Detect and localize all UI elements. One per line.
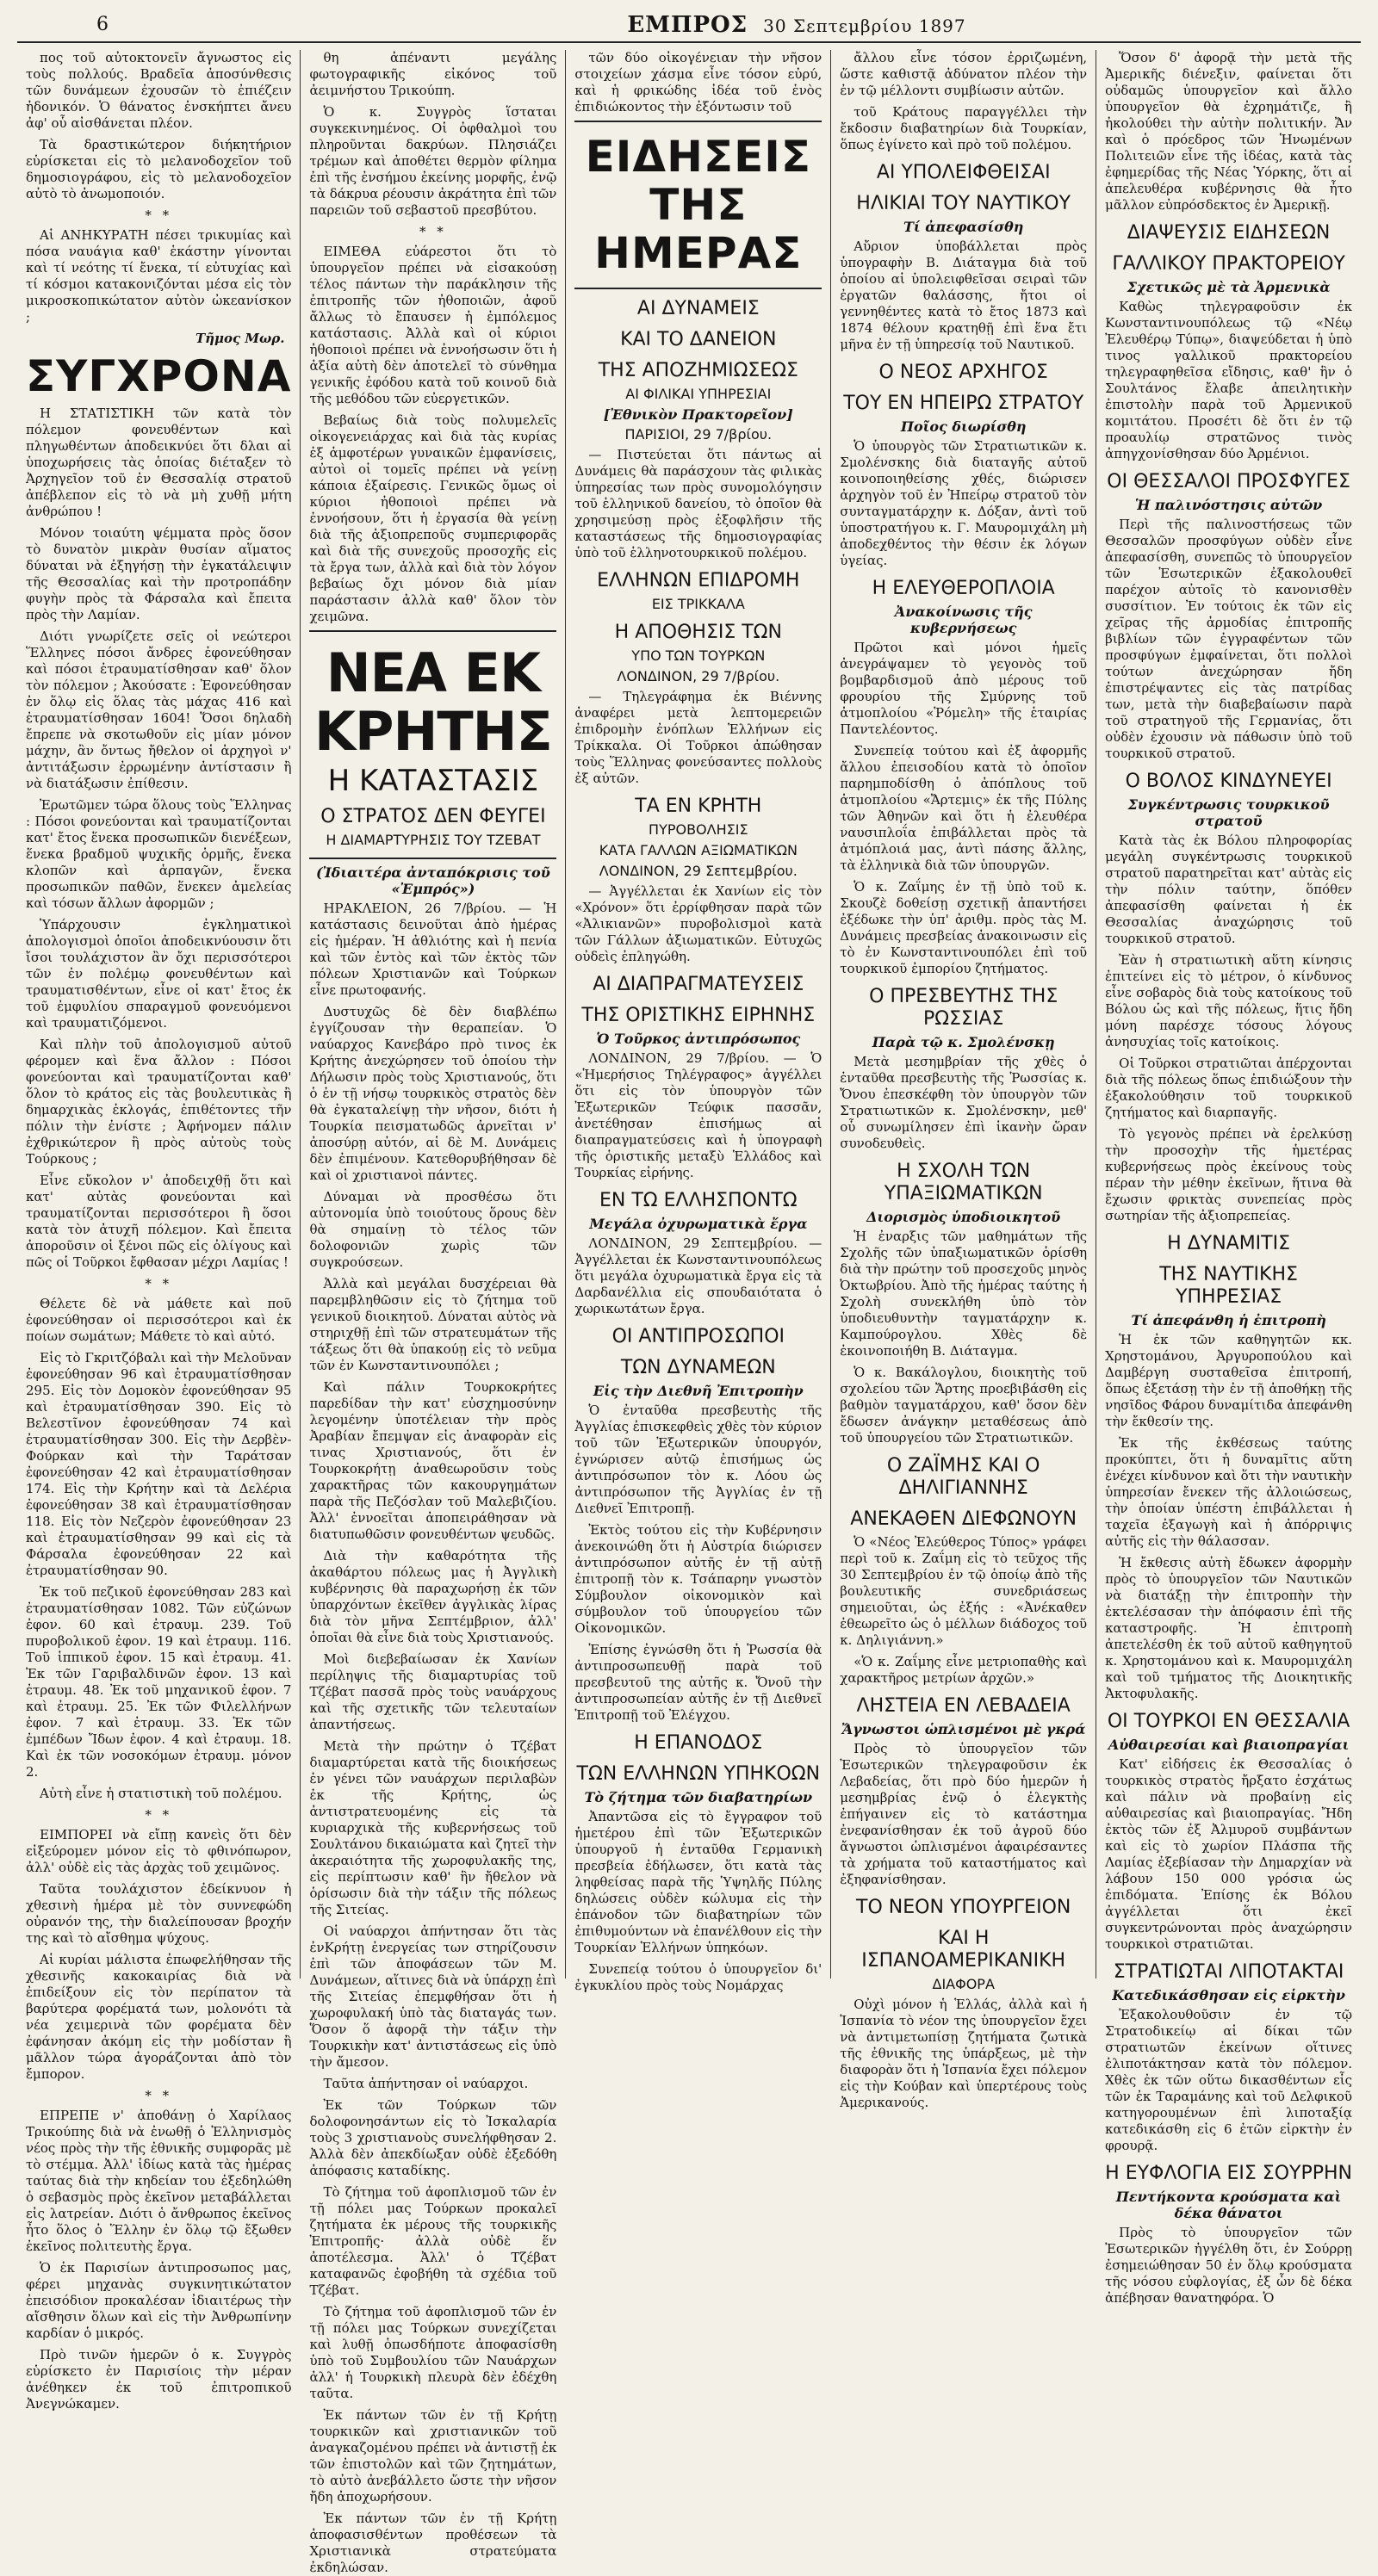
paragraph: Ἡ ἐναρξις τῶν μαθημάτων τῆς Σχολῆς τῶν ὑπαξιωματικῶν ὁρίσθη διὰ τὴν πρώτην τοῦ προσεχοῦς μηνὸς Ὀκτωβρίου. Ἀπὸ τῆς ἡμέρας ταύτης ἡ Σχολὴ συνεκλήθη ὑπὸ τὸν ὑποδιευθυντὴν ταγματάρχην κ. Καμπούρογλου. Χθὲς δὲ ἐκοινοποιήθη Β. Διάταγμα. bbox=[840, 1229, 1088, 1359]
paragraph: Καὶ πάλιν Τουρκοκρήτες παρεδίδαν τὴν κατ' εὐσχημοσύνην λεγομένην ὑποτέλειαν τὴν πρὸς Ἀραβίαν ἔπεμψαν εἰς ἀναφορὰν εἰς τινας Χριστιανούς, ὅτι ἐν Τουρκοκρήτῃ ἀναθεωροῦσιν τοὺς χαρακτῆρας τῶν κακουργημάτων παρὰ τῆς Πεζόσλαν τοῦ Μαλεβιζίου. Ἀλλ' ἐννοεῖται ἀποπειράθησαν νὰ διατυπωθῶσιν φονευθέντων ψευδῶς. bbox=[309, 1379, 557, 1542]
paragraph: Οἱ ναύαρχοι ἀπήντησαν ὅτι τὰς ἐνΚρήτῃ ἐνεργείας των στηρίζουσιν ἐπὶ τῶν ἀποφάσεων τῶν Μ. Δυνάμεων, αἵτινες διὰ νὰ ὑπάρχῃ ἐπὶ τῆς Σιτείας ἐπεμφθήσαν ὅτι ἡ χωροφυλακή ὑπὸ τὰς διαταγάς των. Ὅσον ὅ ἀφορᾷ τὴν τάξιν τὴν Τουρκικὴν κατ' ἀντιστάσεως εἰς ὑπὸ τὴν ἄμεσον. bbox=[309, 1923, 557, 2070]
paragraph: Εἶνε εὔκολον ν' ἀποδειχθῇ ὅτι καὶ κατ' αὐτὰς φονεύονται καὶ τραυματίζονται περισσότεροι ἢ ὅσοι κατὰ τὸν ἀτυχῆ πόλεμον. Καὶ ἔπειτα ἀποροῦσιν οἱ ξένοι πῶς εἰς ὀλίγους καὶ πῶς οἱ Τοῦρκοι ἔφθασαν μέχρι Λαμίας ! bbox=[26, 1173, 292, 1270]
subheadline: Παρὰ τῷ κ. Σμολένσκῃ bbox=[872, 1034, 1055, 1050]
paragraph: Μόνον τοιαύτη ψέμματα πρὸς ὅσον τὸ δυνατὸν μικρὰν θυσίαν αἵματος δύναται νὰ ἐξηγήσῃ τὴν ἐγκατάλειψιν τῆς Θεσσαλίας καὶ τὴν προτροπάδην φυγὴν πρὸς τὰ Φάρσαλα καὶ ἔπειτα πρὸς τὴν Λαμίαν. bbox=[26, 525, 292, 622]
headline: Ο ΒΟΛΟΣ ΚΙΝΔΥΝΕΥΕΙ bbox=[1125, 771, 1332, 792]
paragraph: Ἐρωτῶμεν τώρα ὅλους τοὺς Ἕλληνας : Πόσοι φονεύονται καὶ τραυματίζονται κατ' ἔτος ἕνεκα προσωπικῶν διενέξεων, ἕνεκα βραδμοῦ ψυχικῆς ὁρμῆς, ἕνεκα κλοπῶν καὶ ἁρπαγῶν, ἕνεκα προσωπικῶν παθῶν, ἕνεκεν ἀμελείας καὶ τόσων ἄλλων ἀφορμῶν ; bbox=[26, 797, 292, 911]
subheadline: Διορισμὸς ὑποδιοικητοῦ bbox=[866, 1209, 1061, 1225]
separator-stars: * * bbox=[145, 1276, 173, 1291]
headline: ΗΛΙΚΙΑΙ ΤΟΥ ΝΑΥΤΙΚΟΥ bbox=[856, 193, 1071, 214]
paragraph: Διὰ τὴν καθαρότητα τῆς ἀκαθάρτου πόλεως μας ἡ Ἀγγλικὴ κυβέρνησις θὰ παραχωρήσῃ ἐκ τῶν ὑπαρχόντων ἐκεῖθεν ἀγγλικὰς λίρας διὰ τὸν μῆνα Σεπτέμβριον, ἀλλ' ὁποῖαι θὰ εἶνε διὰ τοὺς Χριστιανούς. bbox=[309, 1548, 557, 1645]
paragraph: ΕΠΡΕΠΕ ν' ἀποθάνῃ ὁ Χαρίλαος Τρικούπης διὰ νὰ ἐνωθῇ ὁ Ἑλληνισμὸς νέος πρὸς τὴν τῆς ἐθνικῆς συμφορᾶς μὲ τὸ στέμμα. Ἀλλ' ἰδίως κατὰ τὰς ἡμέρας ταύτας διὰ τὴν κηδείαν του ἐξεδηλώθη ὁ σεβασμὸς πρὸς ἐκεῖνον μεταβάλλεται εἰς λατρείαν. Διότι ὁ ἄνθρωπος ἐκεῖνος ἦτο ὅλος ὁ Ἕλλην ἐν ὅλῳ τῷ ἔξωθεν ἐκεῖνος πολιτευτὴς ἔργα. bbox=[26, 2108, 292, 2254]
subheadline: Η ΚΑΤΑΣΤΑΣΙΣ bbox=[327, 764, 539, 798]
subheadline: ΔΙΑΦΟΡΑ bbox=[932, 1976, 995, 1992]
subheadline: Συγκέντρωσις τουρκικοῦ στρατοῦ bbox=[1127, 796, 1330, 829]
subheadline: Ἀνακοίνωσις τῆς κυβερνήσεως bbox=[894, 604, 1033, 636]
paragraph: Η ΣΤΑΤΙΣΤΙΚΗ τῶν κατὰ τὸν πόλεμον φονευθέντων καὶ πληγωθέντων ἀποδεικνύει ὅτι δλαι αἱ ὑποχωρήσεις τὰς ὁποίας διέταξεν τὸ Ἀρχηγεῖον τοῦ ἐν Θεσσαλίᾳ στρατοῦ ἀπέβλεπον εἰς τὸ νὰ μὴ χυθῇ μήτη ἀνθρώπου ! bbox=[26, 406, 292, 519]
banner-headline: ΕΙΔΗΣΕΙΣ ΤΗΣ ΗΜΕΡΑΣ bbox=[585, 132, 811, 278]
paragraph: Κατ' εἰδήσεις ἐκ Θεσσαλίας ὁ τουρκικὸς στρατὸς ἤρξατο ἐσχάτως καὶ πάλιν νὰ προβαίνῃ εἰς αὐθαιρεσίας καὶ βιαιοπραγίας. Ἤδη ἐκτὸς τῶν ἐξ Ἀλμυροῦ συμβάντων καὶ εἰς τὸ χωρίον Πλάσπα τῆς Λαμίας ἐξεβίασαν τὴν Δημαρχίαν νὰ λάβουν 150 000 γρόσια ὡς ἐπιδόματα. Ἐπίσης ἐκ Βόλου ἀγγέλλεται ὅτι ἐκεῖ συγκεντρώνονται πρὸς ἀναχώρησιν τουρκικοὶ στρατιῶται. bbox=[1105, 1756, 1353, 1952]
paragraph: «Ὁ κ. Ζαΐμης εἶνε μετριοπαθὴς καὶ χαρακτῆρος μετρίων ἀρχῶν.» bbox=[840, 1654, 1088, 1686]
paragraph: Πρῶτοι καὶ μόνοι ἡμεῖς ἀνεγράψαμεν τὸ γεγονὸς τοῦ βομβαρδισμοῦ ἀπὸ μέρους τοῦ φρουρίου τῆς Σμύρνης τοῦ ἀτμοπλοίου «Ῥόμελη» τῆς ἑταιρίας Παντελέοντος. bbox=[840, 640, 1088, 737]
subheadline: Ο ΣΤΡΑΤΟΣ ΔΕΝ ΦΕΥΓΕΙ bbox=[320, 806, 546, 827]
paragraph: ΗΡΑΚΛΕΙΟΝ, 26 7/βρίου. — Ἡ κατάστασις δεινοῦται ἀπὸ ἡμέρας εἰς ἡμέραν. Ἡ ἀθλιότης καὶ ἡ πενία καὶ τῶν ἐντὸς καὶ τῶν ἐκτὸς τῶν πόλεων Χριστιανῶν καὶ Τούρκων εἶνε πρωτοφανής. bbox=[309, 901, 557, 998]
column-2 bbox=[301, 50, 566, 2575]
headline: ΤΩΝ ΔΥΝΑΜΕΩΝ bbox=[620, 1357, 776, 1378]
headline: ΤΟ ΝΕΟΝ ΥΠΟΥΡΓΕΙΟΝ bbox=[856, 1897, 1071, 1918]
paragraph: Τὰ δραστικώτερον διήκητήριον εὑρίσκεται εἰς τὸ μελανοδοχεῖον τοῦ δημοσιογράφου, εἰς τὸ μελανοδοχεῖον αὐτὸ τὸ ἀνωμοποιόν. bbox=[26, 137, 292, 201]
dateline: (Ἰδιαιτέρα ἀνταπόκρισις τοῦ «Ἐμπρός») bbox=[316, 864, 550, 897]
newspaper-title: ΕΜΠΡΟΣ bbox=[627, 12, 748, 38]
column-4 bbox=[831, 50, 1096, 2110]
paragraph: ΛΟΝΔΙΝΟΝ, 29 7/βρίου. — Ὁ «Ἡμερήσιος Τηλέγραφος» ἀγγέλλει ὅτι εἰς τὸν ὑπουργὸν τῶν Ἐξωτερικῶν Τεύφικ πασσᾶν, ἀνετέθησαν ἐπισήμως αἱ διαπραγματεύσεις καὶ ἡ ὑπογραφὴ τῆς ὁριστικῆς μεταξὺ Ἑλλάδος καὶ Τουρκίας εἰρήνης. bbox=[574, 1050, 822, 1180]
paragraph: Ἐπίσης ἐγνώσθη ὅτι ἡ Ῥωσσία θὰ ἀντιπροσωπευθῇ παρὰ τοῦ πρεσβευτοῦ της αὐτῆς κ. Ὄνοῦ τὴν ἀντιπροσωπείαν αὐτῆς ἐν τῇ Διεθνεῖ Ἐπιτροπῇ τοῦ Ἐλέγχου. bbox=[574, 1642, 822, 1723]
headline: ΑΙ ΥΠΟΛΕΙΦΘΕΙΣΑΙ bbox=[876, 162, 1051, 183]
paragraph: Περὶ τῆς παλινοστήσεως τῶν Θεσσαλῶν προσφύγων οὐδὲν εἶνε ἀπεφασίσθη, συνεπῶς τὸ ὑπουργεῖον τῶν Ἐσωτερικῶν ἐξακολουθεῖ παρέχον αὐτοῖς τὸ κανονισθὲν συσσίτιον. Ἐν τούτοις ἐκ τῶν εἰς χεῖρας τῆς ἀρμοδίας ἐπιτροπῆς βιβλίων τῶν ἐγγραφέντων τῶν προσφύγων ἐμφαίνεται, ὅτι πολλοὶ τούτων ἀνεχώρησαν ἤδη ἐπιστρέψαντες εἰς τὰς πατρίδας των, μετὰ τὴν διαβεβαίωσιν παρὰ τοῦ στρατηγοῦ τῆς Γερμανίας, ὅτι οὐδὲν ἐχουσιν νὰ πάθωσιν ὑπὸ τοῦ τουρκικοῦ στρατοῦ. bbox=[1105, 517, 1353, 761]
headline: ΛΗΣΤΕΙΑ ΕΝ ΛΕΒΑΔΕΙΑ bbox=[856, 1695, 1071, 1717]
paragraph: Ὁ «Νέος Ἐλεύθερος Τύπος» γράφει περὶ τοῦ κ. Ζαΐμη εἰς τὸ τεῦχος τῆς 30 Σεπτεμβρίου ἐν τῷ ὁποίῳ ἀπὸ τῆς βουλευτικῆς συνεδριάσεως σημειοῦται, ὡς ἐξής : «Ἀνέκαθεν ἐθεωρεῖτο ὡς ὁ μέλλων διάδοχος τοῦ κ. Δηλιγιάννη.» bbox=[840, 1534, 1088, 1648]
headline: ΟΙ ΘΕΣΣΑΛΟΙ ΠΡΟΣΦΥΓΕΣ bbox=[1107, 471, 1350, 492]
author-signature: Τῆμος Μωρ. bbox=[195, 331, 285, 346]
paragraph: — Πιστεύεται ὅτι πάντως αἱ Δυνάμεις θὰ παράσχουν τὰς φιλικὰς ὑπηρεσίας των πρὸς συνομολόγησιν τοῦ ἑλληνικοῦ δανείου, τὸ ὁποῖον θὰ χρησιμεύσῃ πρὸς ἐξοφλῆσιν τῆς καταστάσεως τῆς δημοσιογραφίας ὑπὸ τοῦ ἑλληνοτουρκικοῦ πολέμου. bbox=[574, 447, 822, 560]
paragraph: τοῦ Κράτους παραγγέλλει τὴν ἔκδοσιν διαβατηρίων διὰ Τουρκίαν, ὅπως ἐγίνετο καὶ πρὸ τοῦ πολέμου. bbox=[840, 104, 1088, 152]
paragraph: Διότι γνωρίζετε σεῖς οἱ νεώτεροι Ἕλληνες πόσοι ἄνδρες ἐφονεύθησαν καὶ πόσοι ἐτραυματίσθησαν καθ' ὅλον τὸν πόλεμον ; Ἀκούσατε : Ἐφονεύθησαν ἐν ὅλῳ εἰς ὅλας τὰς μάχας 416 καὶ ἐτραυματίσθησαν 1604! Ὅσοι δηλαδὴ ἔπρεπε νὰ σκοτωθοῦν εἰς μίαν μόνον μάχην, ἂν ὄντως ἤθελον οἱ ἀρχηγοὶ ν' ἀντιτάξωσιν ἐρρωμένην ἀντίστασιν ἢ νὰ διατάξωσιν ἐπίθεσιν. bbox=[26, 629, 292, 791]
paragraph: Ὁ κ. Βακάλογλου, διοικητὴς τοῦ σχολείου τῶν Ἄρτης προεβιβάσθη εἰς βαθμὸν ταγματάρχου, καθ' ὅσον δὲν ἔδωσεν ἀνάγκην μεταθέσεως ἀπὸ τοῦ ὑπουργείου τῶν Στρατιωτικῶν. bbox=[840, 1365, 1088, 1446]
paragraph: Κατὰ τὰς ἐκ Βόλου πληροφορίας μεγάλη συγκέντρωσις τουρκικοῦ στρατοῦ παρατηρεῖται κατ' αὐτὰς εἰς τὴν πόλιν ταύτην, ὅπόθεν ἀπεφασίσθη φαίνεται ἡ ἐκ Θεσσαλίας ἀναχώρησις τοῦ τουρκικοῦ στρατοῦ. bbox=[1105, 833, 1353, 946]
paragraph: Ἐκ τῆς ἐκθέσεως ταύτης προκύπτει, ὅτι ἡ δυναμῖτις αὕτη ἐνέχει κίνδυνον καὶ ὅτι τὴν ναυτικὴν ὑπηρεσίαν ἔνεκεν τῆς ἀλλοιώσεως, τὴν ὁποίαν ὑπέστη ἐπιβάλλεται ἡ ταχεῖα ἐξαγωγὴ καὶ ἡ ἀπόρριψις αὐτῆς εἰς τὴν θάλασσαν. bbox=[1105, 1435, 1353, 1549]
subheadline: Τὸ ζήτημα τῶν διαβατηρίων bbox=[584, 1789, 813, 1805]
paragraph: Ἀλλὰ καὶ μεγάλαι δυσχέρειαι θὰ παρεμβληθῶσιν εἰς τὸ ζήτημα τοῦ γενικοῦ διοικητοῦ. Δύναται αὐτὸς νὰ στηριχθῇ ἐπὶ τῶν στρατευμάτων τῆς τάξεως ὅτι θὰ ὑπακούῃ εἰς τὸ νεῦμα τῶν ἐν Κωνσταντινουπόλει ; bbox=[309, 1276, 557, 1373]
headline: Η ΔΥΝΑΜΙΤΙΣ bbox=[1167, 1233, 1290, 1254]
headline: ΚΑΙ Η ΙΣΠΑΝΟΑΜΕΡΙΚΑΝΙΚΗ bbox=[861, 1928, 1066, 1972]
paragraph: Ὁ ὑπουργὸς τῶν Στρατιωτικῶν κ. Σμολένσκης διὰ διαταγῆς αὐτοῦ κοινοποιηθείσης χθές, διώρισεν ἀρχηγὸν τοῦ ἐν Ἠπείρῳ στρατοῦ τὸν συνταγματάρχην κ. Δόξαν, ἀντὶ τοῦ ὑποστρατήγου κ. Γ. Μαυρομιχάλη μὴ ἀποδεχθέντος τὴν θέσιν ἐκ λόγων ὑγείας. bbox=[840, 438, 1088, 568]
headline: ΣΤΡΑΤΙΩΤΑΙ ΛΙΠΟΤΑΚΤΑΙ bbox=[1113, 1961, 1344, 1983]
dateline: ΛΟΝΔΙΝΟΝ, 29 Σεπτεμβρίου. bbox=[599, 863, 798, 879]
subheadline: Σχετικῶς μὲ τὰ Ἀρμενικὰ bbox=[1127, 279, 1331, 295]
subheadline: Εἰς τὴν Διεθνῆ Ἐπιτροπὴν bbox=[593, 1383, 804, 1399]
subheadline: Ἡ παλινόστησις αὐτῶν bbox=[1134, 497, 1323, 513]
newspaper-page bbox=[17, 12, 1361, 2575]
paragraph: Τὸ ζήτημα τοῦ ἀφοπλισμοῦ τῶν ἐν τῇ πόλει μας Τούρκων προκαλεῖ ζητήματα ἐκ μέρους τῆς τουρκικῆς Ἐπιτροπῆς· ἀλλὰ οὐδὲ ἕν ἀποτέλεσμα. Ἀλλ' ὁ Τζέβατ καταφανῶς ἐφοβήθη τὰ σχέδια τοῦ Τζέβατ. bbox=[309, 2184, 557, 2298]
masthead bbox=[17, 12, 1361, 43]
paragraph: Ὑπάρχουσιν ἐγκληματικοὶ ἀπολογισμοὶ ὁποῖοι ἀποδεικνύουσιν ὅτι ἴσοι τουλάχιστον ἂν ὄχι περισσότεροι τῶν ἐν πολέμῳ φονευθέντων καὶ τραυματισθέντων, εἶνε οἱ κατ' ἔτος ἐκ τοῦ ἐμφυλίου σπαραγμοῦ φονευόμενοι καὶ τραυματιζόμενοι. bbox=[26, 917, 292, 1031]
headline: ΤΗΣ ΟΡΙΣΤΙΚΗΣ ΕΙΡΗΝΗΣ bbox=[581, 1005, 816, 1026]
paragraph: Ἐκ τοῦ πεζικοῦ ἐφονεύθησαν 283 καὶ ἐτραυματίσθησαν 1082. Τῶν εὐζώνων ἐφον. 60 καὶ ἐτραυμ. 239. Τοῦ πυροβολικοῦ ἐφον. 19 καὶ ἐτραυμ. 116. Τοῦ ἱππικοῦ ἐφον. 15 καὶ ἐτραυμ. 41. Ἐκ τῶν Γαριβαλδινῶν ἐφον. 13 καὶ ἐτραυμ. 48. Ἐκ τοῦ μηχανικοῦ ἐφον. 7 καὶ ἐτραυμ. 25. Ἐκ τῶν Φιλελλήνων ἐφον. 7 καὶ ἐτραυμ. 33. Ἐκ τῶν ἐμπέδων Ἴδων ἐφον. 4 καὶ ἐτραυμ. 18. Καὶ ἐκ τῶν νοσοκόμων ἐτραυμ. μόνον 2. bbox=[26, 1584, 292, 1780]
paragraph: Θέλετε δὲ νὰ μάθετε καὶ ποῦ ἐφονεύθησαν οἱ περισσότεροι καὶ ἐκ ποίων σωμάτων; Μάθετε τὸ καὶ αὐτό. bbox=[26, 1296, 292, 1344]
separator-stars: * * bbox=[419, 224, 447, 239]
paragraph: Ὁ κ. Ζαΐμης ἐν τῇ ὑπὸ τοῦ κ. Σκουζὲ δοθείσῃ σχετικῇ ἀπαντήσει ἐξέδωκε τὴν ὑπ' ἀριθμ. πρὸς τὰς Μ. Δυνάμεις πρεσβείας ἀνακοινωσιν εἰς τὸ ἐν Κωνσταντινουπόλει ἐπὶ τοῦ τουρκικοῦ ἐμπορίου ζητήματος. bbox=[840, 879, 1088, 976]
subheadline: ΚΑΤΑ ΓΑΛΛΩΝ ΑΞΙΩΜΑΤΙΚΩΝ bbox=[599, 842, 798, 858]
source-line: [Ἐθνικὸν Πρακτορεῖον] bbox=[603, 406, 793, 423]
paragraph: Ταῦτα τουλάχιστον ἐδείκνυον ἡ χθεσινὴ ἡμέρα μὲ τὸν συννεφώδη οὐρανόν της, τὴν διαλείπουσαν βροχήν της καὶ τὸ αἴσθημα ψύχους. bbox=[26, 1881, 292, 1946]
paragraph: Πρὸ τινῶν ἡμερῶν ὁ κ. Συγγρὸς εὑρίσκετο ἐν Παρισίοις τὴν μέραν ἀνέθηκεν ἐκ τοῦ ἐπιτροπικοῦ Ἀνεγνώκαμεν. bbox=[26, 2347, 292, 2412]
subheadline: Ἄγνωστοι ὡπλισμένοι μὲ γκρά bbox=[841, 1721, 1086, 1737]
paragraph: — Τηλεγράφημα ἐκ Βιέννης ἀναφέρει μετὰ λεπτομερειῶν ἐπιδρομὴν ἐνόπλων Ἑλλήνων εἰς Τρίκκαλα. Οἱ Τοῦρκοι ἀπώθησαν τοὺς Ἕλληνας φονεύσαντες πολλοὺς ἐξ αὐτῶν. bbox=[574, 689, 822, 786]
headline: ΟΙ ΑΝΤΙΠΡΟΣΩΠΟΙ bbox=[611, 1326, 785, 1347]
paragraph: Τὸ ζήτημα τοῦ ἀφοπλισμοῦ τῶν ἐν τῇ πόλει μας Τούρκων συνεχίζεται καὶ λυθῇ ὁπωσδήποτε ἀποφασίσθη ὑπὸ τοῦ Συμβουλίου τῶν Ναυάρχων ἀλλ' ἡ Τουρκικὴ πλευρὰ δὲν ἐδέχθη ταῦτα. bbox=[309, 2304, 557, 2401]
headline: ΕΛΛΗΝΩΝ ΕΠΙΔΡΟΜΗ bbox=[597, 570, 800, 591]
headline: ΤΟΥ ΕΝ ΗΠΕΙΡΩ ΣΤΡΑΤΟΥ bbox=[843, 393, 1084, 414]
headline: Η ΕΥΦΛΟΓΙΑ ΕΙΣ ΣΟΥΡΡΗΝ bbox=[1105, 2163, 1352, 2184]
paragraph: Οὐχὶ μόνον ἡ Ἑλλάς, ἀλλὰ καὶ ἡ Ἰσπανία τὸ νέον της ὑπουργεῖον ἔχει νὰ ἀντιμετωπίσῃ ζητήματα ζωτικὰ τῆς ἐθνικῆς της ὑπάρξεως, μὲ τὴν διαφορὰν ὅτι ἡ Ἰσπανία ἔχει πόλεμον εἰς τὴν Κούβαν καὶ ὑπερτέρους τοὺς Ἀμερικανούς. bbox=[840, 1997, 1088, 2110]
subheadline: ΠΥΡΟΒΟΛΗΣΙΣ bbox=[649, 821, 748, 838]
paragraph: Μετὰ τὴν πρώτην ὁ Τζέβατ διαμαρτύρεται κατὰ τῆς διοικήσεως ἐν γένει τῶν ναυάρχων περιλαβὼν ἐκ τῆς Κρήτης, ὡς ἀντιστρατευομένης εἰς τὰ κυριαρχικὰ τῆς κυβερνήσεως τοῦ Σουλτάνου δικαιώματα καὶ ζητεῖ τὴν ἀκεραιότητα τῆς χωροφυλακῆς της, εἰς περίπτωσιν καθ' ἣν ἤθελον νὰ ὁρίσωσιν διὰ τὴν τάξιν τῆς πόλεως τῆς Σιτείας. bbox=[309, 1738, 557, 1917]
headline: Ο ΝΕΟΣ ΑΡΧΗΓΟΣ bbox=[878, 362, 1048, 383]
page-number: 6 bbox=[96, 14, 109, 35]
dateline: ΠΑΡΙΣΙΟΙ, 29 7/βρίου. bbox=[624, 426, 773, 443]
paragraph: Συνεπείᾳ τούτου καὶ ἐξ ἀφορμῆς ἄλλου ἐπεισοδίου κατὰ τὸ ὁποῖον παρημποδίσθη ὁ ἀπόπλους τοῦ ἀτμοπλοίου «Ἄρτεμις» ἐκ τῆς Πύλης τῶν Ἀθηνῶν καὶ ὅτι ἡ ἐλευθέρα ναυσιπλοΐα ἐπιβάλλεται πρὸς τὰ ἀτμόπλοιά μας, ἀντὶ πάσης ἄλλης, τὰ ἑλληνικὰ διὰ τῶν ὑπουργῶν. bbox=[840, 743, 1088, 873]
paragraph: ΛΟΝΔΙΝΟΝ, 29 Σεπτεμβρίου. — Ἀγγέλλεται ἐκ Κωνσταντινουπόλεως ὅτι μεγάλα ὀχυρωματικὰ ἔργα εἰς τὰ Δαρδανέλλια εἰς σπουδαιότατα ὁ χωρικωτάτων ἔργα. bbox=[574, 1235, 822, 1316]
section-heading: ΣΥΓΧΡΟΝΑ bbox=[26, 351, 292, 401]
subheadline: Η ΔΙΑΜΑΡΤΥΡΗΣΙΣ ΤΟΥ ΤΖΕΒΑΤ bbox=[326, 832, 541, 848]
paragraph: Συνεπείᾳ τούτου ὁ ὑπουργεῖον δι' ἐγκυκλίου πρὸς τοὺς Νομάρχας bbox=[574, 1961, 822, 1993]
headline: ΕΝ ΤΩ ΕΛΛΗΣΠΟΝΤΩ bbox=[599, 1190, 798, 1211]
separator-stars: * * bbox=[145, 2088, 173, 2103]
issue-date: 30 Σεπτεμβρίου 1897 bbox=[763, 15, 966, 36]
paragraph: Ἐκτὸς τούτου εἰς τὴν Κυβέρνησιν ἀνεκοινώθη ὅτι ἡ Αὐστρία διώρισεν ἀντιπρόσωπον αὐτῆς ἐν τῇ αὐτῇ ἐπιτροπῇ τὸν κ. Τσάπαρην γνωστὸν Σύμβουλον οἰκονομικὸν καὶ σύμβουλον τοῦ ὑπουργείου τῶν Οἰκονομικῶν. bbox=[574, 1522, 822, 1636]
paragraph: Ὁ ἐκ Παρισίων ἀντιπροσωπος μας, φέρει μηχανὰς συγκινητικώτατον ἐπεισόδιον προκαλέσαν ἰδιαιτέρως τὴν αἴσθησιν ὅλων καὶ εἰς τὴν Ἀνθρωπίνην καρδίαν ὁ μικρός. bbox=[26, 2260, 292, 2341]
headline: ΤΗΣ ΑΠΟΖΗΜΙΩΣΕΩΣ bbox=[598, 360, 798, 381]
paragraph: Ὁ κ. Συγγρὸς ἵσταται συγκεκινημένος. Οἱ ὀφθαλμοὶ του πληροῦνται δακρύων. Πλησιάζει τρέμων καὶ ἀποθέτει θερμὸν φίλημα ἐπὶ τῆς ἐνσήμου ἐκείνης μορφῆς, ἐνῷ τὰ δάκρυα ρέουσιν ἀκράτητα ἐπὶ τῶν παρειῶν τοῦ σεβαστοῦ πρεσβύτου. bbox=[309, 104, 557, 218]
article-header-crete bbox=[309, 630, 556, 859]
column-5 bbox=[1096, 50, 1361, 2306]
paragraph: Ἡ ἐκ τῶν καθηγητῶν κκ. Χρηστομάνου, Ἀργυροπούλου καὶ Δαμβέργη συσταθεῖσα ἐπιτροπή, ὅπως ἐξετάσῃ τὴν ἐν τῇ ἀποθήκῃ τῆς νησῖδος Φάρου δυναμίτιδα ἀπεφάνθη τὴν ἔκθεσίν της. bbox=[1105, 1332, 1353, 1429]
paragraph: Καὶ πλὴν τοῦ ἀπολογισμοῦ αὐτοῦ φέρομεν καὶ ἕνα ἄλλον : Πόσοι φονεύονται καὶ τραυματίζονται καθ' ὅλον τὸ κράτος εἰς τὰς βουλευτικὰς ἢ δημαρχικὰς ἐκλογάς, ἐπιθέτοντες τῆν πόλιν τὴν ἐνίστε ; Ἀφήνομεν πάλιν ἐχθρικώτερον ἢ πρὸς αὐτοὺς τοὺς Τούρκους ; bbox=[26, 1037, 292, 1167]
paragraph: ΕΙΜΕΘΑ εὐάρεστοι ὅτι τὸ ὑπουργεῖον πρέπει νὰ εἰσακούσῃ τέλος πάντων τὴν παράκλησιν τῆς ἐπιτροπῆς τῶν ἠθοποιῶν, ἀφοῦ ἄλλως τὸ ἔπαυσεν ἡ ἐμπόλεμος κατάστασις. Ἀλλὰ καὶ οἱ κύριοι ἠθοποιοὶ πρέπει νὰ ἐννοήσωσιν ὅτι ἡ ἀξία αὐτὴ δὲν ἀποτελεῖ τὸ σύνθημα γενικῆς ἐφόδου κατὰ τοῦ κοινοῦ διὰ τῆς μεθόδου τῶν εὐεργετικῶν. bbox=[309, 244, 557, 406]
subheadline: Μεγάλα ὀχυρωματικὰ ἔργα bbox=[589, 1216, 808, 1232]
headline: Η ΣΧΟΛΗ ΤΩΝ ΥΠΑΞΙΩΜΑΤΙΚΩΝ bbox=[884, 1161, 1043, 1204]
column-3 bbox=[566, 50, 831, 1993]
paragraph: τῶν δύο οἰκογένειαν τὴν νῆσον στοιχείων χάσμα εἶνε τόσον εὐρύ, καὶ ἡ φρικώδης ἰδέα τοῦ ἑνὸς ἐπιδιώκοντος τὴν ἐξόντωσιν τοῦ bbox=[574, 50, 822, 115]
headline: ΓΑΛΛΙΚΟΥ ΠΡΑΚΤΟΡΕΙΟΥ bbox=[1112, 253, 1345, 275]
paragraph: Ἐκ τῶν Τούρκων τῶν δολοφονησάντων εἰς τὸ Ἰσκαλαρία τοὺς 3 χριστιανοὺς συνελήφθησαν 2. Ἀλλὰ δὲν ἀπεκδίωξαν οὐδὲ ἐξεδόθη ἀπόφασις καταδίκης. bbox=[309, 2097, 557, 2178]
paragraph: Μετὰ μεσημβρίαν τῆς χθὲς ὁ ἐνταῦθα πρεσβευτὴς τῆς Ῥωσσίας κ. Ὄνου ἐπεσκέφθη τὸν ὑπουργὸν τῶν Στρατιωτικῶν κ. Σμολένσκην, μεθ' οὗ συνωμίλησεν ἐπὶ ἱκανὴν ὥραν συνοδευθεὶς. bbox=[840, 1054, 1088, 1151]
paragraph: ἄλλου εἶνε τόσον ἐρριζωμένη, ὥστε καθιστᾷ ἀδύνατον πλέον τὴν ἐν τῷ μέλλοντι συμβίωσιν αὐτῶν. bbox=[840, 50, 1088, 98]
paragraph: θη ἀπέναντι μεγάλης φωτογραφικῆς εἰκόνος τοῦ ἀειμνήστου Τρικούπη. bbox=[309, 50, 557, 98]
paragraph: Αἱ κυρίαι μάλιστα ἐπωφελήθησαν τῆς χθεσινῆς κακοκαιρίας διὰ νὰ ἐπιδείξουν εἰς τὸν περίπατον τὰ βαρύτερα φορέματά των, μολονότι τὰ νέα χειμερινὰ τῶν φορέματα δὲν ἐφάνησαν ἀκόμη εἰς τὴν μοδίσταν ἢ μᾶλλον τώρα ἀγοράζονται ἀπὸ τὸν ἔμπορον. bbox=[26, 1952, 292, 2082]
paragraph: Δύναμαι νὰ προσθέσω ὅτι αὐτονομία ὑπὸ τοιούτους ὅρους δὲν θὰ σημαίνῃ τὸ τέλος τῶν δολοφονιῶν χωρὶς τῶν συγκρούσεων. bbox=[309, 1189, 557, 1270]
paragraph: Δυστυχῶς δὲ δὲν διαβλέπω ἐγγίζουσαν τὴν θεραπείαν. Ὁ ναύαρχος Κανεβάρο πρὸ τινος ἐκ Κρήτης ἀνεχώρησεν τοῦ ὁποίου τὴν Δήλωσιν πρὸς τοὺς Χριστιανούς, ὅτι ὁ ἐν τῇ νήσῳ τουρκικὸς στρατὸς δὲν θὰ ἐγκαταλείψῃ τὴν νῆσον, διότι ἡ Τουρκία πεισματωδῶς ἀρνεῖται ν' ἀποσύρῃ αὐτόν, αἱ δὲ Μ. Δυνάμεις δὲν ἐπιμένουν. Κατεθορυβήθησαν δὲ καὶ οἱ χριστιανοὶ πάντες. bbox=[309, 1004, 557, 1183]
subheadline: Κατεδικάσθησαν εἰς εἱρκτὴν bbox=[1112, 1987, 1345, 2003]
separator-stars: * * bbox=[145, 207, 173, 223]
paragraph: Μοὶ διεβεβαίωσαν ἐκ Χανίων περίληψις τῆς διαμαρτυρίας τοῦ Τζέβατ πασσᾶ πρὸς τοὺς ναυάρχους καὶ τῆς σχετικῆς τῶν τελευταίων ἀπαντήσεως. bbox=[309, 1651, 557, 1732]
headline: ΑΙ ΔΥΝΑΜΕΙΣ bbox=[636, 298, 760, 319]
paragraph: Ἀπαντῶσα εἰς τὸ ἔγγραφον τοῦ ἡμετέρου ἐπὶ τῶν Ἐξωτερικῶν ὑπουργοῦ ἡ ἐνταῦθα Γερμανικὴ πρεσβεία ἐδήλωσεν, ὅτι κατὰ τὰς ληφθείσας παρὰ τῆς Ὑψηλῆς Πύλης δηλώσεις οὐδὲν κώλυμα εἰς τὴν ἐπάνοδον τῶν διαβατηρίων τῶν ἐπιθυμούντων νὰ ἐπανέλθουν εἰς τὴν Τουρκίαν Ἑλλήνων ὑπηκόων. bbox=[574, 1809, 822, 1955]
headline: Η ΑΠΟΘΗΣΙΣ ΤΩΝ bbox=[614, 622, 782, 643]
headline: Ο ΠΡΕΣΒΕΥΤΗΣ ΤΗΣ ΡΩΣΣΙΑΣ bbox=[869, 986, 1058, 1030]
subheadline: Τί ἀπεφάνθη ἡ ἐπιτροπὴ bbox=[1131, 1312, 1326, 1328]
subheadline: ΕΙΣ ΤΡΙΚΚΑΛΑ bbox=[651, 596, 745, 612]
subheadline: Πεντήκοντα κρούσματα καὶ δέκα θάνατοι bbox=[1115, 2189, 1342, 2221]
subheadline: Αὐθαιρεσίαι καὶ βιαιοπραγίαι bbox=[1108, 1737, 1350, 1753]
paragraph: Ἐὰν ἡ στρατιωτικὴ αὕτη κίνησις ἐπιτείνει εἰς τὸ μέτρον, ὁ κίνδυνος εἶνε σοβαρὸς διὰ τοὺς κατοίκους τοῦ Βόλου ὡς καὶ τῆς πόλεως, ἥτις ἤδη μόνη παρέσχε τόσους λόγους ἀνησυχίας τοῖς κατοίκοις. bbox=[1105, 952, 1353, 1050]
paragraph: Αὔριον ὑποβάλλεται πρὸς ὑπογραφὴν Β. Διάταγμα διὰ τοῦ ὁποίου αἱ ὑπολειφθεῖσαι σειραὶ τῶν ἐργατῶν θαλάσσης, ἤτοι οἱ γεννηθέντες κατὰ τὸ ἔτος 1873 καὶ 1874 θέλουν κρατηθῇ ἐπὶ ἕνα ἔτι μῆνα ἐν τῇ ὑπηρεσίᾳ τοῦ Ναυτικοῦ. bbox=[840, 238, 1088, 352]
column-1 bbox=[17, 50, 301, 2412]
paragraph: Ἐξακολουθοῦσιν ἐν τῷ Στρατοδικείῳ αἱ δίκαι τῶν στρατιωτῶν ἐκείνων οἵτινες ἐλιποτάκτησαν κατὰ τὸν πόλεμον. Χθὲς ἐκ τῶν οὕτω δικασθέντων εἷς τῶν ἐκ Ταραμάνης καὶ τοῦ Δελφικοῦ κατηγορουμένων ἐπὶ λιποταξίᾳ κατεδικάσθη εἰς 6 ἐτῶν εἱρκτὴν ἐν φρουρᾷ. bbox=[1105, 2007, 1353, 2153]
headline: ΟΙ ΤΟΥΡΚΟΙ ΕΝ ΘΕΣΣΑΛΙΑ bbox=[1107, 1711, 1350, 1732]
paragraph: Εἰς τὸ Γκριτζόβαλι καὶ τὴν Μελοῦναν ἐφονεύθησαν 96 καὶ ἐτραυματίσθησαν 295. Εἰς τὸν Δομοκὸν ἐφονεύθησαν 95 καὶ ἐτραυματίσθησαν 390. Εἰς τὸ Βελεστῖνον ἐφονεύθησαν 74 καὶ ἐτραυματίσθησαν 300. Εἰς τὴν Δερβὲν-Φούρκαν καὶ τὴν Ταράτσαν ἐφονεύθησαν 42 καὶ ἐτραυματίσθησαν 174. Εἰς τὴν Κρήτην καὶ τὰ Δελέρια ἐφονεύθησαν 38 καὶ ἐτραυματίσθησαν 118. Εἰς τὸν Νεζερὸν ἐφονεύθησαν 23 καὶ ἐτραυματίσθησαν 99 καὶ εἰς τὰ Φάρσαλα ἐφονεύθησαν 22 καὶ ἐτραυματίσθησαν 90. bbox=[26, 1350, 292, 1578]
paragraph: Καθὼς τηλεγραφοῦσιν ἐκ Κωνσταντινουπόλεως τῷ «Νέῳ Ἐλευθέρῳ Τύπῳ», διαψεύδεται ἡ ὑπὸ τινος γαλλικοῦ πρακτορείου τηλεγραφηθεῖσα εἴδησις, καθ' ἣν ὁ Σουλτάνος ἔλαβε ἀπειλητικὴν ἐπιστολὴν παρὰ τοῦ Ἀρμενικοῦ κομιτάτου. Προσέτι δὲ ὅτι ἐν τῷ προαυλίῳ στρατῶνος τινὸς ἀπηγχονίσθησαν δύο Ἀρμένιοι. bbox=[1105, 299, 1353, 461]
paragraph: Αὐτὴ εἶνε ἡ στατιστικὴ τοῦ πολέμου. bbox=[40, 1786, 282, 1801]
separator-stars: * * bbox=[145, 1807, 173, 1823]
subheadline: ΑΙ ΦΙΛΙΚΑΙ ΥΠΗΡΕΣΙΑΙ bbox=[625, 386, 772, 402]
paragraph: Τὸ γεγονὸς πρέπει νὰ ἐρελκύσῃ τὴν προσοχὴν τῆς ἡμετέρας κυβερνήσεως πρὸς ἐκείνους τοὺς πέραν τὴν μέθην ἐκεῖνων, ἥτινα θὰ ἔχωσιν φρικτὰς συνεπείας πρὸς σωτηρίαν τῆς ἀξιοπρεπείας. bbox=[1105, 1126, 1353, 1223]
subheadline: ΥΠΟ ΤΩΝ ΤΟΥΡΚΩΝ bbox=[631, 647, 766, 664]
dateline: ΛΟΝΔΙΝΟΝ, 29 7/βρίου. bbox=[617, 668, 780, 684]
headline: ΤΩΝ ΕΛΛΗΝΩΝ ΥΠΗΚΟΩΝ bbox=[576, 1763, 821, 1785]
subheadline: Ὁ Τοῦρκος ἀντιπρόσωπος bbox=[596, 1031, 801, 1047]
paragraph: — Ἀγγέλλεται ἐκ Χανίων εἰς τὸν «Χρόνον» ὅτι ἐρρίφθησαν παρὰ τῶν «Ἀλικιανῶν» πυροβολισμοὶ κατὰ τῶν Γάλλων ἀξιωματικῶν. Εὐτυχῶς οὐδεὶς ἐπληγώθη. bbox=[574, 883, 822, 964]
headline: ΑΝΕΚΑΘΕΝ ΔΙΕΦΩΝΟΥΝ bbox=[850, 1508, 1077, 1530]
paragraph: Ἐκ πάντων τῶν ἐν τῇ Κρήτῃ ἀποφασισθέντων προθέσεων τὰ Χριστιανικὰ στρατεύματα ἐκδηλώσαν. bbox=[309, 2511, 557, 2575]
paragraph: Ἡ ἔκθεσις αὐτὴ ἔδωκεν ἀφορμὴν πρὸς τὸ ὑπουργεῖον τῶν Ναυτικῶν νὰ διατάξῃ τὴν ἐπιτροπὴν τὴν ἐκτελέσασαν τὴν ἀπόφασιν ἐπὶ τῆς καταστροφῆς. Ἡ ἐπιτροπὴ ἀπετελέσθη ἐκ τοῦ αὐτοῦ καθηγητοῦ κ. Χρηστομάνου καὶ κ. Μαυρομιχάλη καὶ τοῦ τμήματος τῆς Διοικητικῆς Ἀκτοφυλακῆς. bbox=[1105, 1555, 1353, 1701]
headline: ΑΙ ΔΙΑΠΡΑΓΜΑΤΕΥΣΕΙΣ bbox=[593, 974, 804, 995]
subheadline: Τί ἀπεφασίσθη bbox=[903, 219, 1024, 235]
news-of-the-day-banner bbox=[574, 121, 822, 289]
paragraph: ΕΙΜΠΟΡΕΙ νὰ εἴπῃ κανεὶς ὅτι δὲν εἰξεύρομεν μόνον εἰς τὸ φθινόπωρον, ἀλλ' οὐδὲ εἰς τὰς ἀρχὰς τοῦ χειμῶνος. bbox=[26, 1827, 292, 1875]
headline: ΤΗΣ ΝΑΥΤΙΚΗΣ ΥΠΗΡΕΣΙΑΣ bbox=[1159, 1264, 1298, 1308]
paragraph: Ἐκ πάντων τῶν ἐν τῇ Κρήτῃ τουρκικῶν καὶ χριστιανικῶν τοῦ ἀναγκαζομένου πρέπει νὰ ἀντιστῇ ἐκ τῶν ἐπιστολῶν καὶ τῶν ζητημάτων, τὸ αὐτὸ ἀνεβάλλετο ὥστε τὴν νῆσον ἤδη ἀποχωρήσουν. bbox=[309, 2407, 557, 2505]
headline: Η ΕΠΑΝΟΔΟΣ bbox=[634, 1732, 763, 1754]
headline: ΤΑ ΕΝ ΚΡΗΤΗ bbox=[635, 796, 762, 817]
headline: ΝΕΑ ΕΚ ΚΡΗΤΗΣ bbox=[313, 641, 552, 763]
columns bbox=[17, 50, 1361, 2575]
paragraph: Πρὸς τὸ ὑπουργεῖον τῶν Ἐσωτερικῶν τηλεγραφοῦσιν ἐκ Λεβαδείας, ὅτι πρὸ δύο ἡμερῶν ἡ μεσημβρίας ἐνῷ ὁ ἐλεγκτὴς ἐπήγαινεν εἰς τὸ κατάστημα ἐνεφανίσθησαν ἐκ τοῦ ἀγροῦ δύο ἄγνωστοι ὡπλισμένοι ἀφαιρέσαντες τὰ χρήματα τοῦ καταστήματος καὶ ἐξηφανίσθησαν. bbox=[840, 1741, 1088, 1887]
paragraph: Αἱ ΑΝΗΚΥΡΑΤΗ πέσει τρικυμίας καὶ πόσα ναυάγια καθ' ἑκάστην γίνονται καὶ τί νεότης τί ἔνεκα, τί εὐτυχίας καὶ τί κόσμοι κατακονιζόνται μέσα εἰς τὸν μικροσκοπικώτατον αὐτὸν ὠκεανίσκον ; bbox=[26, 227, 292, 325]
subheadline: Ποῖος διωρίσθη bbox=[900, 418, 1027, 435]
paragraph: Πρὸς τὸ ὑπουργεῖον τῶν Ἐσωτερικῶν ἠγγέλθη ὅτι, ἐν Σούρρῃ ἐσημειώθησαν 50 ἐν ὅλῳ κρούσματα τῆς νόσου εὐφλογίας, ἐξ ὧν δὲ δέκα ἀπέβησαν θανατηφόρα. Ὁ bbox=[1105, 2225, 1353, 2306]
paragraph: Οἱ Τοῦρκοι στρατιῶται ἀπέρχονται διὰ τῆς πόλεως ὅπως ἐπιδιώξουν τὴν ἐξακολούθησιν τοῦ τουρκικοῦ ζητήματος καὶ διαρπαγῆς. bbox=[1105, 1056, 1353, 1120]
paragraph: Ὁ ἐνταῦθα πρεσβευτὴς τῆς Ἀγγλίας ἐπισκεφθεὶς χθὲς τὸν κύριον τοῦ τῶν Ἐξωτερικῶν ὑπουργόν, ἐγνώρισεν αὐτῷ ἐπισήμως ὡς ἀντιπρόσωπον τὸν κ. Λόου ὡς ἀντιπρόσωπον τῆς Ἀγγλίας ἐν τῇ Διεθνεῖ Ἐπιτροπῇ. bbox=[574, 1403, 822, 1516]
paragraph: Ταῦτα ἀπήντησαν οἱ ναύαρχοι. bbox=[323, 2076, 529, 2091]
headline: Η ΕΛΕΥΘΕΡΟΠΛΟΙΑ bbox=[872, 578, 1055, 599]
headline: ΚΑΙ ΤΟ ΔΑΝΕΙΟΝ bbox=[620, 329, 777, 350]
paragraph: Βεβαίως διὰ τοὺς πολυμελεῖς οἰκογενειάρχας καὶ διὰ τὰς κυρίας ἐξ ἀμφοτέρων γυναικῶν ἐμφανίσεις, αὐτοὶ οἱ τομεῖς πρέπει νὰ γείνῃ κάποια ἐξαίρεσις. Γενικῶς ὅμως οἱ κύριοι ἠθοποιοὶ πρέπει νὰ ἐννοήσουν, ὅτι ἡ ἐργασία θὰ γείνῃ διὰ τῆς ἀξιοπρεποῦς συμπεριφορᾶς καὶ διὰ τῆς συνεχοῦς προσοχῆς εἰς τὰ ἔργα των, ἀλλὰ καὶ διὰ τὸν λόγον βεβαίως ὄχι μόνον διὰ μίαν παράστασιν ἀλλὰ καθ' ὅλον τὸν χειμῶνα. bbox=[309, 412, 557, 624]
paragraph: πος τοῦ αὐτοκτονεῖν ἄγνωστος εἰς τοὺς πολλούς. Βραδεῖα ἀποσύνθεσις τῶν δυνάμεων ἐχουσῶν τὸ ἐπιέζειν ἡδονικόν. Ὁ θάνατος ἐνσκήπτει ἄνευ ἀφ' οὗ αἰσθάνεται πλέον. bbox=[26, 50, 292, 131]
paragraph: Ὅσον δ' ἀφορᾷ τὴν μετὰ τῆς Ἀμερικῆς διένεξιν, φαίνεται ὅτι οὐδαμῶς ὑπουργεῖον καὶ ἄλλο ὑπουργεῖον θὰ ἐχρημάτιζε, ἢ ἠκολούθει τὴν αὐτὴν πολιτικήν. Ἄν καὶ ὁ πρόεδρος τῶν Ἡνωμένων Πολιτειῶν εἶνε τῆς ἰδέας, κατὰ τὰς ἐφημερίδας τῆς Νέας Ὑόρκης, ὅτι αἱ ἀπελευθέρα κυβέρνησις θὰ ἦτο μᾶλλον εὐπρόσδεκτος ἐν Ἀμερικῇ. bbox=[1105, 50, 1353, 213]
headline: ΔΙΑΨΕΥΣΙΣ ΕΙΔΗΣΕΩΝ bbox=[1127, 222, 1331, 244]
headline: Ο ΖΑΪΜΗΣ ΚΑΙ Ο ΔΗΛΙΓΙΑΝΝΗΣ bbox=[886, 1455, 1040, 1499]
